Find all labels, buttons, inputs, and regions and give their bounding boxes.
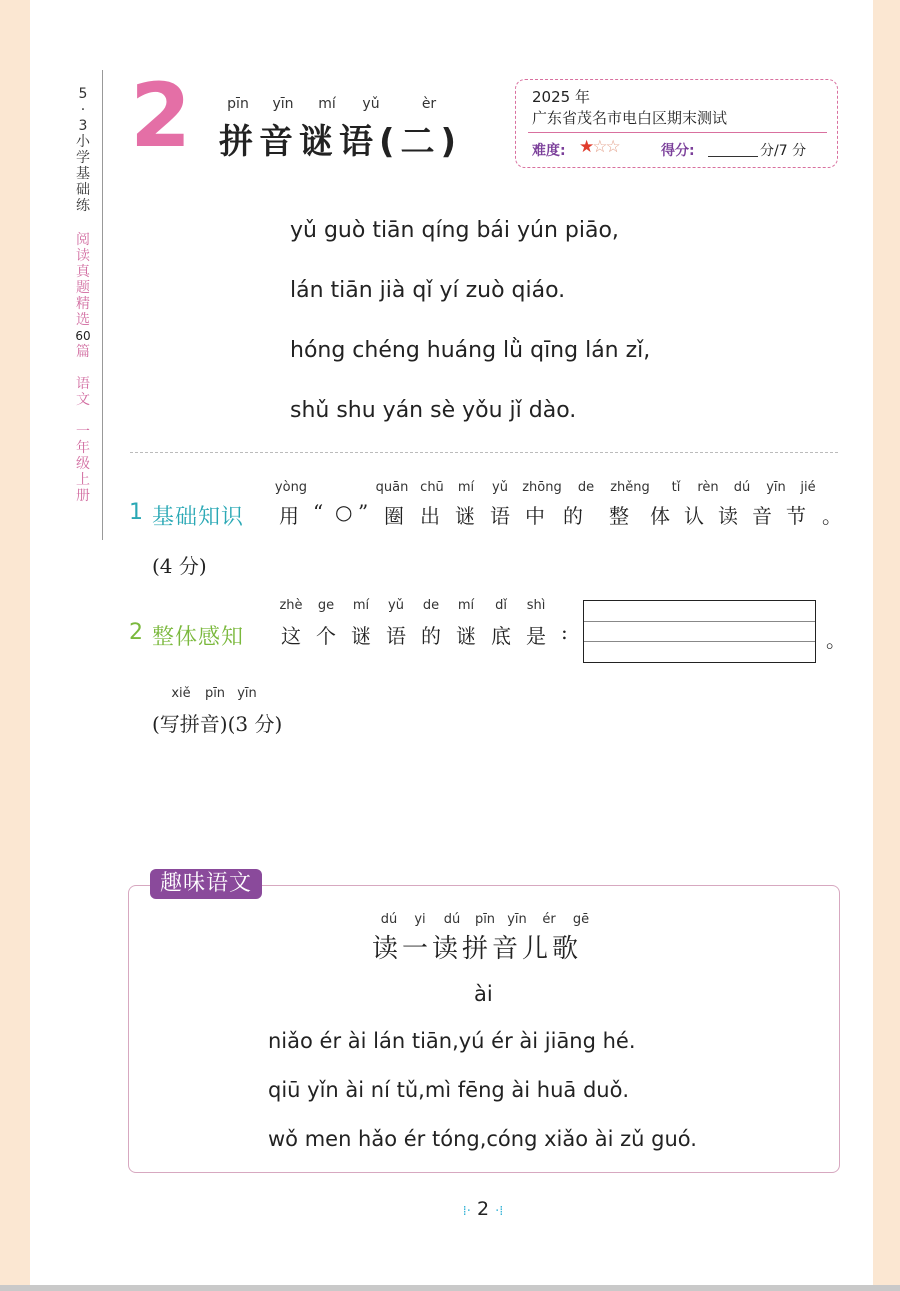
title-pinyin: mí [318,96,336,112]
q2-pinyin: shì [526,598,546,613]
q1-char: 。 [822,504,842,528]
q2-char: 底 [491,624,511,648]
answer-guide-line [584,621,815,622]
sidebar-series-char: 3 [78,118,88,134]
sidebar-book-char: 题 [76,280,90,296]
sidebar-book-char: 级 [76,456,90,472]
q2-char: 是 [526,624,546,648]
score-total: 分/7 分 [760,143,807,159]
song-title: 读一读拼音儿歌 [372,934,583,964]
q1-char: 中 [525,504,545,528]
star-empty-icon: ☆ [592,137,606,157]
difficulty-label: 难度: [532,143,566,159]
q1-char: “ [313,500,324,524]
q1-char: ” [358,500,369,524]
q2-tag: 整体感知 [152,625,245,650]
star-empty-icon: ☆ [605,137,619,157]
page-number-value: 2 [476,1198,490,1220]
sidebar-book-char: 上 [76,472,90,488]
song-title-pinyin: yi [414,912,426,927]
score-blank[interactable] [708,156,758,157]
page-deco-left-icon: ⁞· [462,1204,471,1219]
answer-guide-line [584,641,815,642]
q1-points: (4 分) [152,554,207,578]
page-edge-left [0,0,30,1291]
q2-note-pinyin: pīn [204,686,226,701]
q1-char: 认 [684,504,704,528]
sidebar-series-title [72,86,94,214]
title-pinyin: pīn [227,96,249,112]
sidebar-series-char: 基 [76,166,90,182]
q1-pinyin: dú [733,480,751,495]
q1-pinyin: chū [420,480,444,495]
sidebar-book-char: 文 [76,392,90,408]
page-edge-bottom [0,1285,900,1291]
sidebar-book-char [72,360,94,376]
sidebar-book-char: 真 [76,264,90,280]
q1-char: 圈 [384,504,404,528]
q1-pinyin: zhōng [522,480,562,495]
song-title-pinyin: yīn [507,912,527,927]
q2-char: 的 [421,624,441,648]
q2-pinyin: zhè [279,598,303,613]
exam-name: 广东省茂名市电白区期末测试 [532,109,728,127]
fun-chinese-tag: 趣味语文 [150,869,262,899]
q2-char: 谜 [351,624,371,648]
q2-pinyin: yǔ [388,598,404,613]
sidebar-book-char: 年 [76,440,90,456]
exam-year: 2025 年 [532,88,590,106]
lesson-number: 2 [130,64,192,167]
sidebar-series-char: 学 [76,150,90,166]
sidebar-book-char: 篇 [76,344,90,360]
q2-number: 2 [129,620,143,645]
poem-line: lán tiān jià qǐ yí zuò qiáo. [290,278,566,303]
song-title-pinyin: dú [380,912,398,927]
q1-char: ○ [335,500,353,524]
q1-pinyin: rèn [697,480,719,495]
exam-divider [528,132,827,133]
sidebar-book-char: 选 [76,312,90,328]
q1-char: 整 [609,504,629,528]
page-edge-right [873,0,900,1291]
q1-tag: 基础知识 [152,505,245,530]
q1-pinyin: yòng [274,480,308,495]
q2-note-pinyin: xiě [171,686,191,701]
q2-pinyin: dǐ [495,598,507,613]
sidebar-series-char: 础 [76,182,90,198]
sidebar-book-char: 册 [76,488,90,504]
sidebar-book-char: 60 [75,329,91,343]
song-title-pinyin: gē [572,912,590,927]
title-pinyin: yǔ [362,96,380,112]
title-pinyin: yīn [272,96,294,112]
score-label: 得分: [661,143,695,159]
sidebar-series-char: 小 [76,134,90,150]
q2-end-period: 。 [826,628,846,652]
q2-char: 这 [281,624,301,648]
q2-pinyin: mí [352,598,370,613]
sidebar-book-char: 一 [76,424,90,440]
poem-line: hóng chéng huáng lǜ qīng lán zǐ, [290,338,651,363]
star-filled-icon: ★ [579,137,593,157]
q2-note-pinyin: yīn [237,686,257,701]
q1-pinyin: jié [800,480,816,495]
q2-char: : [561,620,568,644]
song-line: niǎo ér ài lán tiān,yú ér ài jiāng hé. [268,1029,636,1053]
q1-char: 语 [490,504,510,528]
q2-answer-box[interactable] [583,600,816,663]
q1-pinyin: tǐ [671,480,681,495]
q2-note: (写拼音)(3 分) [152,712,283,736]
sidebar-book-char: 读 [76,248,90,264]
q1-char: 音 [752,504,772,528]
poem-line: shǔ shu yán sè yǒu jǐ dào. [290,398,577,423]
title-pinyin: èr [421,96,437,112]
q1-char: 的 [563,504,583,528]
song-title-pinyin: dú [443,912,461,927]
q1-char: 体 [650,504,670,528]
page-number [448,1198,518,1220]
sidebar-book-char: 精 [76,296,90,312]
sidebar-book-title [72,232,94,504]
sidebar-book-char [72,408,94,424]
sidebar-series-char: 练 [76,198,90,214]
poem-line: yǔ guò tiān qíng bái yún piāo, [290,218,619,243]
q2-pinyin: ge [317,598,335,613]
q1-char: 出 [420,504,440,528]
q2-char: 语 [386,624,406,648]
q1-pinyin: quān [375,480,409,495]
sidebar-book-char: 语 [76,376,90,392]
q1-char: 节 [786,504,806,528]
q1-pinyin: de [577,480,595,495]
q2-pinyin: mí [457,598,475,613]
q1-pinyin: mí [457,480,475,495]
page-deco-right-icon: ·⁞ [495,1204,504,1219]
q1-number: 1 [129,500,143,525]
q1-pinyin: yǔ [492,480,508,495]
sidebar-series-char: · [80,102,86,118]
q1-char: 谜 [455,504,475,528]
song-subtitle: ài [474,982,493,1006]
lesson-title: 拼音谜语(二) [219,122,463,162]
sidebar-series-char: 5 [78,86,88,102]
difficulty-stars [579,137,619,157]
q1-char: 用 [279,504,299,528]
song-title-pinyin: pīn [474,912,496,927]
sidebar-book-char: 阅 [76,232,90,248]
q2-char: 个 [316,624,336,648]
q1-pinyin: yīn [766,480,786,495]
q1-pinyin: zhěng [610,480,650,495]
song-title-pinyin: ér [542,912,556,927]
section-divider [130,452,838,453]
q1-char: 读 [718,504,738,528]
q2-char: 谜 [456,624,476,648]
q2-pinyin: de [422,598,440,613]
song-line: wǒ men hǎo ér tóng,cóng xiǎo ài zǔ guó. [268,1127,697,1151]
sidebar-divider [102,70,103,540]
song-line: qiū yǐn ài ní tǔ,mì fēng ài huā duǒ. [268,1078,630,1102]
exam-info-box [515,79,838,168]
